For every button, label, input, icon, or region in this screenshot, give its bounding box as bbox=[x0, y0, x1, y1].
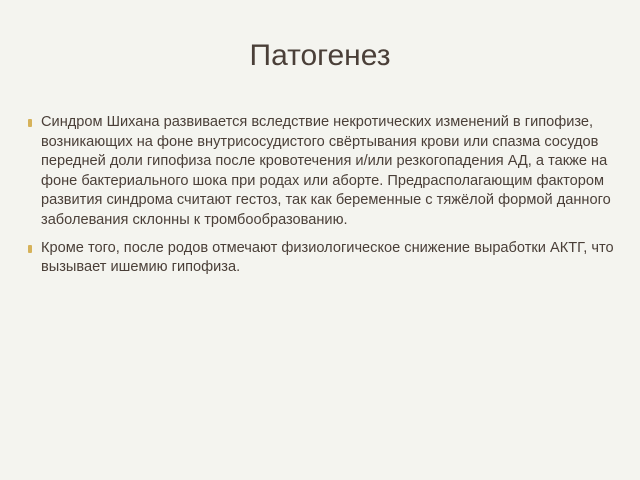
bullet-item bbox=[28, 239, 624, 278]
slide-title: Патогенез bbox=[249, 39, 391, 72]
bullet-item bbox=[28, 113, 624, 231]
bullet-text: Кроме того, после родов отмечают физиологическое снижение выработки АКТГ, что вызывает ишемию гипофиза. bbox=[41, 239, 614, 276]
bullet-marker-icon bbox=[28, 119, 32, 127]
bullet-text: Синдром Шихана развивается вследствие некротических изменений в гипофизе, возникающих на фоне внутрисосудистого свёртывания крови или спазма сосудов передней доли гипофиза после кровотечения и/или резкогопадения АД, а также на фоне бактериального шока при родах или аборте. Предрасполагающим фактором развития синдрома считают гестоз, так как беременные с тяжёлой формой данного заболевания склонны к тромбообразованию. bbox=[41, 114, 611, 228]
bullet-list bbox=[28, 113, 624, 286]
bullet-marker-icon bbox=[28, 245, 32, 253]
